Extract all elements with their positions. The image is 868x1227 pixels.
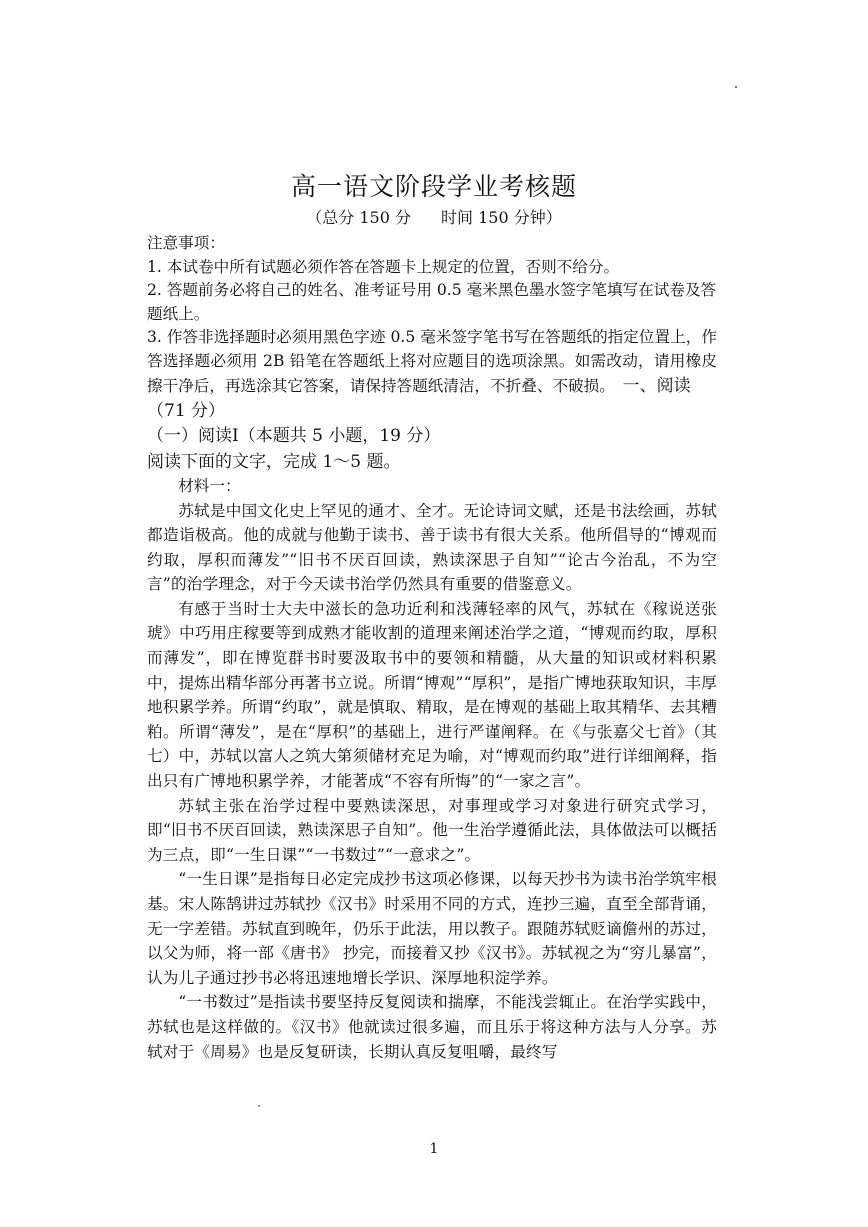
notice-item-1: 1. 本试卷中所有试题必须作答在答题卡上规定的位置，否则不给分。 [147, 257, 620, 276]
scan-speck-2 [258, 1105, 260, 1107]
material-label: 材料一： [178, 477, 241, 495]
notice-item-3 [147, 326, 717, 399]
exam-meta [0, 205, 868, 228]
section-heading: 一、阅读 [622, 376, 691, 396]
section-score: （71 分） [147, 401, 226, 421]
subsection-heading: （一）阅读Ⅰ（本题共 5 小题，19 分） [147, 426, 441, 446]
notice-item-2: 2. 答题前务必将自己的姓名、准考证号用 0.5 毫米黑色墨水签字笔填写在试卷及答题纸上。 [147, 281, 717, 323]
reading-instruction: 阅读下面的文字，完成 1～5 题。 [147, 452, 401, 472]
page-number: 1 [429, 1141, 439, 1157]
paragraph-2: 有感于当时士大夫中滋长的急功近利和浅薄轻率的风气，苏轼在《稼说送张琥》中巧用庄稼要等到成熟才能收割的道理来阐述治学之道，“博观而约取，厚积而薄发”，即在博览群书时要汲取书中的要领和精髓，从大量的知识或材料积累中，提炼出精华部分再著书立说。所谓“博观”“厚积”，是指广博地获取知识，丰厚地积累学养。所谓“约取”，就是慎取、精取，是在博观的基础上取其精华、去其糟粕。所谓“薄发”，是在“厚积”的基础上，进行严谨阐释。在《与张嘉父七首》（其七）中，苏轼以富人之筑大第须储材充足为喻，对“博观而约取”进行详细阐释，指出只有广博地积累学养，才能著成“不容有所悔”的“一家之言”。 [147, 599, 717, 791]
paragraph-1: 苏轼是中国文化史上罕见的通才、全才。无论诗词文赋，还是书法绘画，苏轼都造诣极高。他的成就与他勤于读书、善于读书有很大关系。他所倡导的“博观而约取，厚积而薄发”“旧书不厌百回读，熟读深思子自知”“论古今治乱，不为空言”的治学理念，对于今天读书治学仍然具有重要的借鉴意义。 [147, 501, 717, 594]
scan-speck [735, 86, 737, 88]
paragraph-5: “一书数过”是指读书要坚持反复阅读和揣摩，不能浅尝辄止。在治学实践中，苏轼也是这样做的。《汉书》他就读过很多遍，而且乐于将这种方法与人分享。苏轼对于《周易》也是反复研读，长期认真反复咀嚼，最终写 [147, 993, 717, 1061]
exam-body [147, 232, 717, 1064]
notice-item-3-text: 3. 作答非选择题时必须用黑色字迹 0.5 毫米签字笔书写在答题纸的指定位置上，作答选择题必须用 2B 铅笔在答题纸上将对应题目的选项涂黑。如需改动，请用橡皮擦干净后，再选涂其它答案，请保持答题纸清洁，不折叠、不破损。 [147, 328, 717, 395]
paragraph-4: “一生日课”是指每日必定完成抄书这项必修课，以每天抄书为读书治学筑牢根基。宋人陈鹄讲过苏轼抄《汉书》时采用不同的方式，连抄三遍，直至全部背诵，无一字差错。苏轼直到晚年，仍乐于此法，用以教子。跟随苏轼贬谪儋州的苏过，以父为师，将一部《唐书》 抄完，而接着又抄《汉书》。苏轼视之为“穷儿暴富”，认为儿子通过抄书必将迅速地增长学识、深厚地积淀学养。 [147, 870, 717, 987]
time-limit: 时间 150 分钟） [441, 208, 562, 227]
total-score: （总分 150 分 [306, 208, 411, 227]
notice-heading: 注意事项： [147, 234, 225, 252]
paragraph-3: 苏轼主张在治学过程中要熟读深思，对事理或学习对象进行研究式学习，即“旧书不厌百回读，熟读深思子自知”。他一生治学遵循此法，具体做法可以概括为三点，即“一生日课”“一书数过”“一意求之”。 [147, 796, 717, 864]
exam-title: 高一语文阶段学业考核题 [290, 171, 577, 201]
